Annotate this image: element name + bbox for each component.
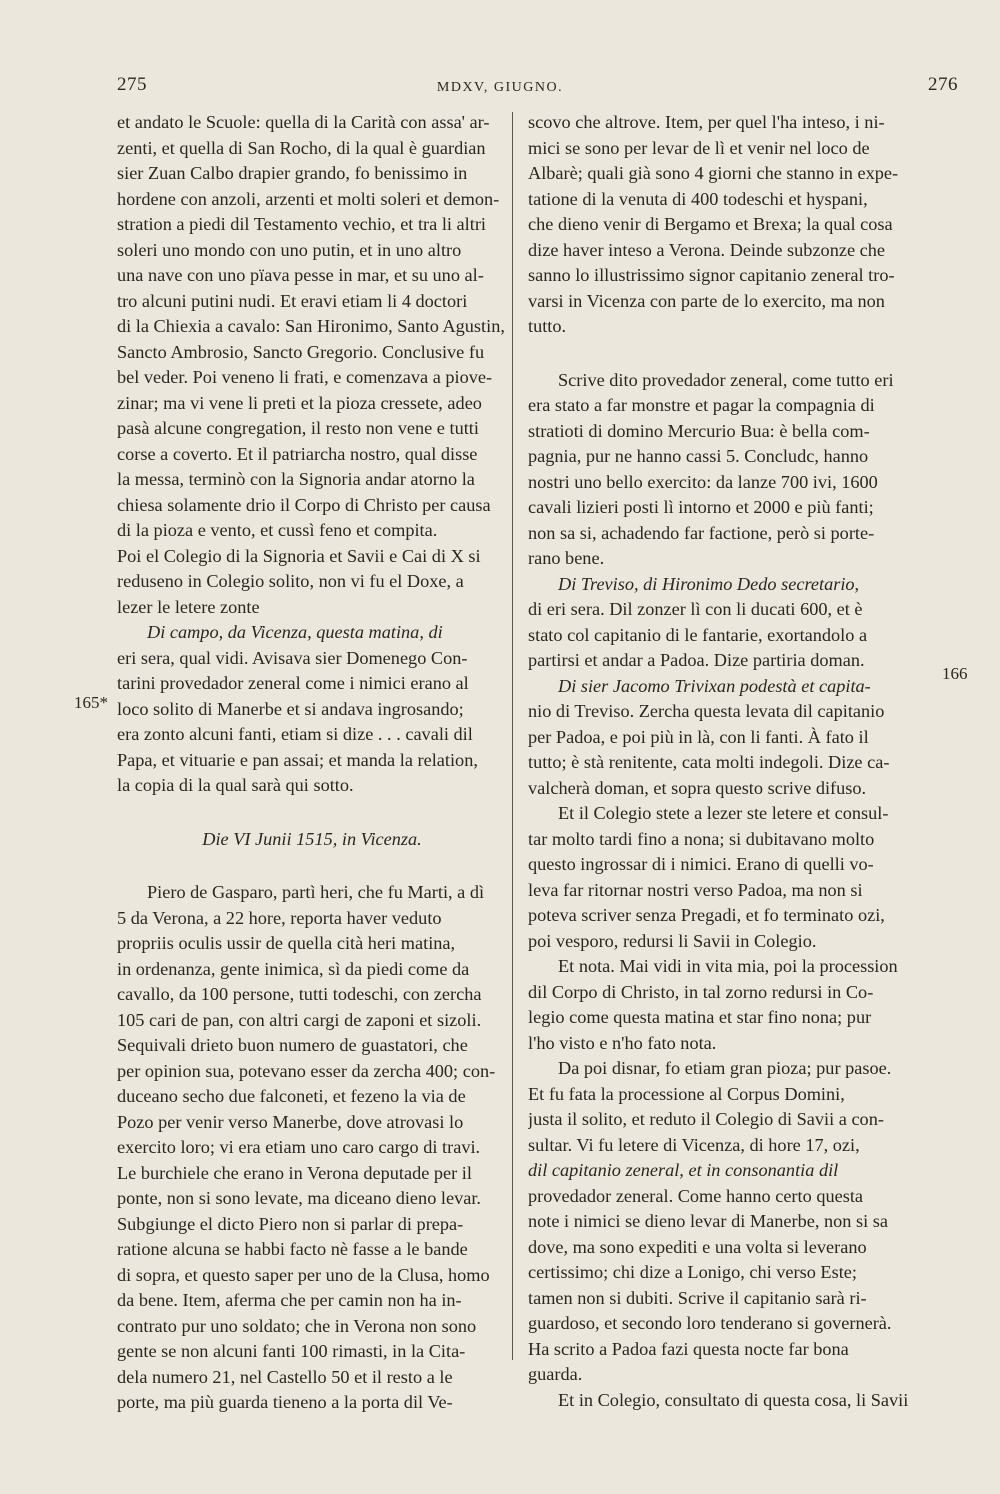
text-line: Ha scrito a Padoa fazi questa nocte far bona <box>528 1338 849 1359</box>
text-line: tutto; è stà renitente, cata molti indegoli. Dize ca- <box>528 752 890 772</box>
text-line: cavali lizieri posti lì intorno et 2000 e più fanti; <box>528 497 874 517</box>
text-line: guarda. <box>528 1364 583 1384</box>
text-line: Albarè; quali già sono 4 giorni che stanno in expe- <box>528 163 899 183</box>
text-line: di la pioza e vento, et cussì feno et compita. <box>117 520 438 540</box>
text-line: dove, ma sono expediti e una volta si leverano <box>528 1236 867 1257</box>
text-line: per Padoa, e poi più in là, con li fanti. À fato il <box>528 726 869 747</box>
text-line: dil Corpo di Christo, in tal zorno redursi in Co- <box>528 981 874 1002</box>
text-line: pasà alcune congregation, il resto non vene e tutti <box>117 418 479 438</box>
text-line: era stato a far monstre et pagar la compagnia di <box>528 395 875 415</box>
text-line: Da poi disnar, fo etiam gran pioza; pur pasoe. <box>558 1058 892 1078</box>
spacer <box>117 799 507 827</box>
text-line: non sa si, achadendo far factione, però si porte- <box>528 522 875 543</box>
text-line: Di campo, da Vicenza, questa matina, di <box>147 622 443 642</box>
text-line: zinar; ma vi vene li preti et la pioza cressete, adeo <box>117 392 482 413</box>
text-line: stratioti di domino Mercurio Bua: è bella com- <box>528 420 870 441</box>
text-line: bel veder. Poi veneno li frati, e comenzava a piove- <box>117 367 493 387</box>
spacer <box>117 852 507 880</box>
text-line: tutto. <box>528 316 567 336</box>
text-line: questo ingrossar di i nimici. Erano di quelli vo- <box>528 854 874 874</box>
text-line: tamen non si dubiti. Scrive il capitanio sarà ri- <box>528 1287 867 1308</box>
page-number-right: 276 <box>928 74 958 95</box>
text-line: l'ho visto e n'ho fato nota. <box>528 1032 717 1053</box>
text-line: zenti, et quella di San Rocho, di la qual è guardian <box>117 137 486 158</box>
text-line: in ordenanza, gente inimica, sì da piedi come da <box>117 958 470 979</box>
text-line: che dieno venir di Bergamo et Brexa; la qual cosa <box>528 214 893 234</box>
text-line: loco solito di Manerbe et si andava ingrosando; <box>117 698 464 719</box>
text-line: mici se sono per levar de lì et venir nel loco de <box>528 137 870 158</box>
text-line: stration a piedi dil Testamento vechio, et tra li altri <box>117 214 486 234</box>
text-line: di eri sera. Dil zonzer lì con li ducati 600, et è <box>528 599 863 619</box>
text-line: pagnia, pur ne hanno cassi 5. Concludc, hanno <box>528 446 869 466</box>
text-line: sultar. Vi fu letere di Vicenza, di hore 17, ozi, <box>528 1134 860 1155</box>
text-line: eri sera, qual vidi. Avisava sier Domenego Con- <box>117 647 468 668</box>
text-line: cavallo, da 100 persone, tutti todeschi, con zercha <box>117 984 482 1004</box>
text-line: porte, ma più guarda tieneno a la porta dil Ve- <box>117 1392 453 1412</box>
text-line: hordene con anzoli, arzenti et molti soleri et demon- <box>117 188 500 209</box>
text-line: guardoso, et secondo loro tenderano si governerà. <box>528 1313 892 1333</box>
text-line: Pozo per venir verso Manerbe, dove atrovasi lo <box>117 1111 464 1132</box>
text-line: note i nimici se dieno levar di Manerbe, non si sa <box>528 1211 888 1231</box>
text-line: la messa, terminò con la Signoria andar atorno la <box>117 469 475 489</box>
text-line: la copia di la qual sarà qui sotto. <box>117 775 354 795</box>
column-divider <box>512 112 513 1360</box>
text-line: Papa, et vituarie e pan assai; et manda la relation, <box>117 749 478 770</box>
left-column <box>117 110 507 1416</box>
text-line: Poi el Colegio di la Signoria et Savii e Cai di X si <box>117 545 481 566</box>
text-line: justa il solito, et reduto il Colegio di Savii a con- <box>528 1109 884 1129</box>
text-line: varsi in Vicenza con parte de lo exercito, ma non <box>528 290 885 311</box>
text-line: dela numero 21, nel Castello 50 et il resto a le <box>117 1366 453 1387</box>
text-line: soleri uno mondo con uno putin, et in uno altro <box>117 239 462 260</box>
text-line: gente se non alcuni fanti 100 rimasti, in la Cita- <box>117 1341 466 1361</box>
text-line: Di sier Jacomo Trivixan podestà et capita- <box>558 675 871 696</box>
text-line: sier Zuan Calbo drapier grando, fo benissimo in <box>117 163 468 183</box>
spacer <box>528 340 918 368</box>
text-line: Et il Colegio stete a lezer ste letere et consul- <box>558 803 889 823</box>
text-line: Le burchiele che erano in Verona deputade per il <box>117 1162 472 1183</box>
text-line: propriis oculis ussir de quella cità heri matina, <box>117 933 456 953</box>
text-line: Sequivali drieto buon numero de guastatori, che <box>117 1035 468 1055</box>
text-line: 5 da Verona, a 22 hore, reporta haver veduto <box>117 907 442 928</box>
text-line: Sancto Ambrosio, Sancto Gregorio. Conclusive fu <box>117 341 485 362</box>
text-line: duceano secho due falconeti, et fezeno la via de <box>117 1086 466 1106</box>
text-line: per opinion sua, potevano esser da zercha 400; con- <box>117 1060 496 1081</box>
text-line: contrato pur uno soldato; che in Verona non sono <box>117 1315 477 1336</box>
text-line: tatione di la venuta di 400 todeschi et hyspani, <box>528 188 868 209</box>
text-line: stato col capitanio di le fantarie, exortandolo a <box>528 624 868 645</box>
text-line: poi vesporo, redursi li Savii in Colegio. <box>528 930 817 951</box>
text-line: tarini provedador zeneral come i nimici erano al <box>117 673 469 693</box>
margin-note-left: 165* <box>74 693 108 712</box>
text-line: Et nota. Mai vidi in vita mia, poi la procession <box>558 956 898 976</box>
text-line: di la Chiexia a cavalo: San Hironimo, Santo Agustin, <box>117 316 505 336</box>
text-line: nostri uno bello exercito: da lanze 700 ivi, 1600 <box>528 471 878 492</box>
section-heading: Die VI Junii 1515, in Vicenza. <box>202 828 422 849</box>
text-line: rano bene. <box>528 548 605 568</box>
margin-note-right: 166 <box>942 664 968 683</box>
text-line: certissimo; chi dize a Lonigo, chi verso Este; <box>528 1262 857 1282</box>
text-line: ratione alcuna se habbi facto nè fasse a le bande <box>117 1239 468 1259</box>
text-line: chiesa solamente drio il Corpo di Christo per causa <box>117 494 491 515</box>
text-line: dil capitanio zeneral, et in consonantia dil <box>528 1160 839 1180</box>
text-line: Di Treviso, di Hironimo Dedo secretario, <box>558 573 860 594</box>
text-line: era zonto alcuni fanti, etiam si dize . . . cavali dil <box>117 724 473 744</box>
text-line: una nave con uno pïava pesse in mar, et su uno al- <box>117 265 484 285</box>
text-line: tro alcuni putini nudi. Et eravi etiam li 4 doctori <box>117 290 468 311</box>
text-line: tar molto tardi fino a nona; si dubitavano molto <box>528 828 875 849</box>
text-line: dize haver inteso a Verona. Deinde subzonze che <box>528 239 886 260</box>
text-line: Piero de Gasparo, partì heri, che fu Marti, a dì <box>147 882 485 902</box>
text-line: valcherà doman, et sopra questo scrive difuso. <box>528 777 867 798</box>
text-line: ponte, non si sono levate, ma diceano dieno levar. <box>117 1188 481 1208</box>
text-line: da bene. Item, aferma che per camin non ha in- <box>117 1290 462 1310</box>
text-line: sanno lo illustrissimo signor capitanio zeneral tro- <box>528 265 895 285</box>
text-line: lezer le letere zonte <box>117 596 260 617</box>
text-line: 105 cari de pan, con altri cargi de zaponi et sizoli. <box>117 1009 482 1030</box>
text-line: Et in Colegio, consultato di questa cosa, li Savii <box>558 1389 909 1410</box>
text-line: di sopra, et questo saper per uno de la Clusa, homo <box>117 1264 490 1285</box>
right-column <box>528 110 918 1413</box>
text-line: exercito loro; vi era etiam uno caro cargo di travi. <box>117 1137 481 1157</box>
text-line: scovo che altrove. Item, per quel l'ha inteso, i ni- <box>528 112 885 132</box>
running-title: MDXV, GIUGNO. <box>436 80 564 95</box>
text-line: Scrive dito provedador zeneral, come tutto eri <box>558 369 894 390</box>
page-number-left: 275 <box>117 74 147 95</box>
text-line: provedador zeneral. Come hanno certo questa <box>528 1185 864 1206</box>
text-line: reduseno in Colegio solito, non vi fu el Doxe, a <box>117 571 464 591</box>
text-line: leva far ritornar nostri verso Padoa, ma non si <box>528 879 863 900</box>
text-line: Subgiunge el dicto Piero non si parlar di prepa- <box>117 1213 464 1234</box>
text-line: legio come questa matina et star fino nona; pur <box>528 1007 872 1027</box>
text-line: et andato le Scuole: quella di la Carità con assa' ar- <box>117 112 490 132</box>
text-line: nio di Treviso. Zercha questa levata dil capitanio <box>528 701 885 721</box>
text-line: corse a coverto. Et il patriarcha nostro, qual disse <box>117 443 478 464</box>
text-line: partirsi et andar a Padoa. Dize partiria doman. <box>528 650 865 670</box>
text-line: poteva scriver senza Pregadi, et fo terminato ozi, <box>528 905 885 925</box>
text-line: Et fu fata la processione al Corpus Domini, <box>528 1083 845 1104</box>
